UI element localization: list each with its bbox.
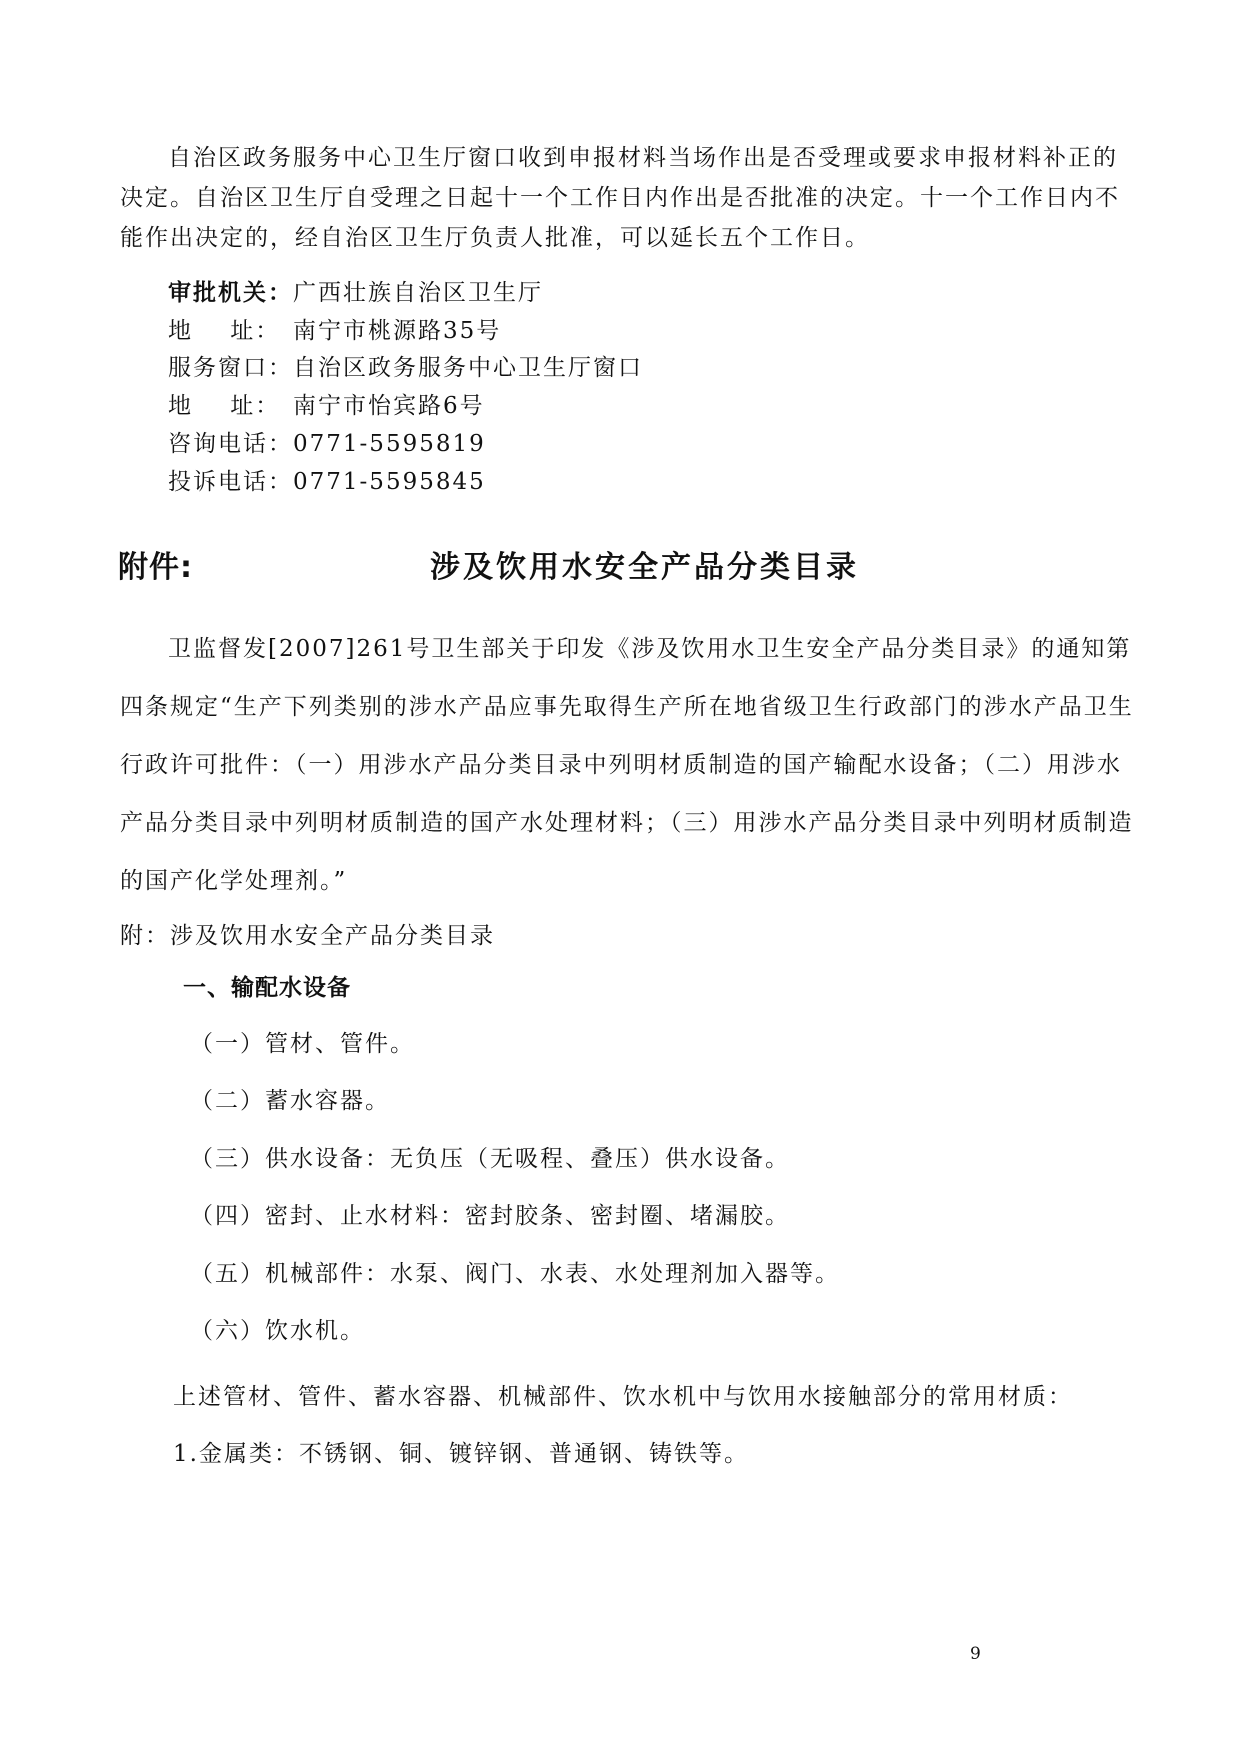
attachment-label: 附件: [118, 550, 193, 585]
contact-value: 0771-5595845 [293, 469, 486, 495]
annex-line: 附：涉及饮用水安全产品分类目录 [120, 923, 495, 949]
section-title: 一、输配水设备 [183, 975, 351, 1001]
metal-materials-item: 1.金属类：不锈钢、铜、镀锌钢、普通钢、铸铁等。 [173, 1441, 749, 1467]
contact-label: 服务窗口： [168, 355, 293, 381]
list-item: （三）供水设备：无负压（无吸程、叠压）供水设备。 [190, 1146, 790, 1172]
list-item: （二）蓄水容器。 [190, 1088, 390, 1114]
notice-paragraph: 卫监督发[2007]261号卫生部关于印发《涉及饮用水卫生安全产品分类目录》的通知第四条规定“生产下列类别的涉水产品应事先取得生产所在地省级卫生行政部门的涉水产品卫生行政许可批件：（一）用涉水产品分类目录中列明材质制造的国产输配水设备；（二）用涉水产品分类目录中列明材质制造的国产水处理材料；（三）用涉水产品分类目录中列明材质制造的国产化学处理剂。” [120, 636, 1134, 894]
contact-value: 南宁市桃源路35号 [293, 318, 502, 344]
materials-paragraph: 上述管材、管件、蓄水容器、机械部件、饮水机中与饮用水接触部分的常用材质： [173, 1384, 1073, 1410]
contact-line-authority-address [168, 316, 501, 346]
contact-line-inquiry-phone [168, 429, 486, 459]
contact-label: 投诉电话： [168, 469, 293, 495]
list-item: （四）密封、止水材料：密封胶条、密封圈、堵漏胶。 [190, 1203, 790, 1229]
attachment-title: 涉及饮用水安全产品分类目录 [430, 550, 859, 585]
contact-value: 南宁市怡宾路6号 [293, 393, 485, 419]
contact-value: 自治区政务服务中心卫生厅窗口 [293, 355, 643, 381]
intro-paragraph: 自治区政务服务中心卫生厅窗口收到申报材料当场作出是否受理或要求申报材料补正的决定。自治区卫生厅自受理之日起十一个工作日内作出是否批准的决定。十一个工作日内不能作出决定的，经自治区卫生厅负责人批准，可以延长五个工作日。 [120, 145, 1120, 251]
contact-label: 地 址： [168, 318, 281, 344]
contact-value: 0771-5595819 [293, 431, 486, 457]
list-item: （一）管材、管件。 [190, 1031, 415, 1057]
contact-value: 广西壮族自治区卫生厅 [293, 280, 543, 306]
contact-line-service-window [168, 353, 643, 383]
contact-line-approval-authority [168, 278, 543, 308]
contact-line-window-address [168, 391, 485, 421]
contact-label: 地 址： [168, 393, 281, 419]
list-item: （六）饮水机。 [190, 1318, 365, 1344]
list-item: （五）机械部件：水泵、阀门、水表、水处理剂加入器等。 [190, 1261, 840, 1287]
contact-label: 审批机关： [168, 280, 293, 306]
page-number: 9 [970, 1644, 981, 1664]
contact-label: 咨询电话： [168, 431, 293, 457]
contact-line-complaint-phone [168, 467, 486, 497]
